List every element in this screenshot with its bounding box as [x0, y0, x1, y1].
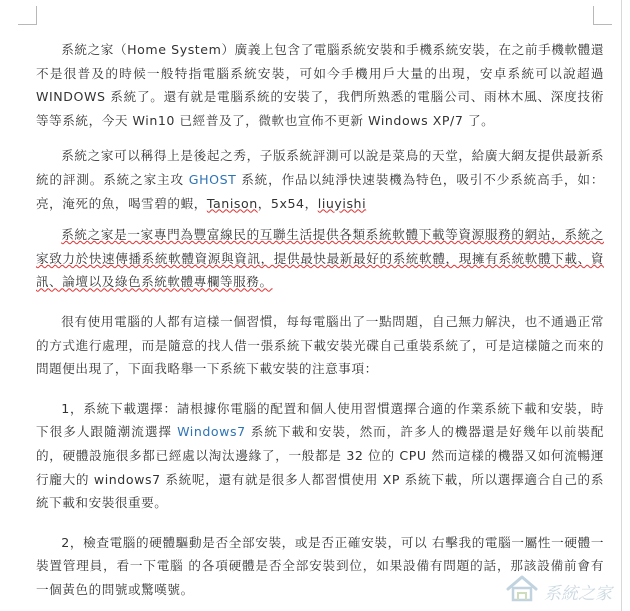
paragraph-2-text-a: 系統之家可以稱得上是後起之秀，子版系統評測可以說是菜鳥的天堂，給廣大網友提供最新系統的評測。系統之家主攻: [36, 148, 604, 187]
paragraph-2-text-b: 系統，作品以純淨快速裝機為特色，吸引不少系統高手，如：亮，淹死的魚，喝雪碧的蝦，: [36, 171, 604, 211]
paragraph-1: [36, 38, 604, 132]
watermark-text: 系統之家: [544, 584, 612, 604]
site-watermark: [504, 573, 624, 607]
paragraph-5: [36, 397, 604, 515]
paragraph-3: [36, 223, 604, 294]
paragraph-6-text: 2，檢查電腦的硬體驅動是否全部安裝，或是否正確安裝，可以 右擊我的電腦一屬性一硬體一裝置管理員，看一下電腦 的各項硬體是否全部安裝到位，如果設備有問題的話，那該設備前會有一個黃色的問號或驚嘆號。: [36, 534, 604, 597]
paragraph-4-text: 很有使用電腦的人都有這樣一個習慣，每每電腦出了一點問題，自己無力解決，也不通過正常的方式進行處理，而是隨意的找人借一張系統下載安裝光碟自己重裝系統了，可是這樣隨之而來的問題便出現了，下面我略舉一下系統下載安裝的注意事項：: [36, 313, 604, 377]
paragraph-2-text-c: ，5x54，: [257, 195, 318, 211]
paragraph-5-text-a: 1，系統下載選擇：請根據你電腦的配置和個人使用習慣選擇合適的作業系統下載和安裝，時下很多人跟隨潮流選擇: [36, 400, 604, 440]
spellcheck-word-tanison[interactable]: Tanison: [206, 195, 258, 211]
crop-mark-top-right: [593, 6, 612, 25]
ghost-link[interactable]: GHOST: [188, 171, 237, 187]
paragraph-2: [36, 144, 604, 215]
spellcheck-word-liuyishi[interactable]: liuyishi: [317, 195, 367, 211]
paragraph-4: [36, 310, 604, 381]
page-edge-line: [621, 0, 622, 611]
paragraph-3-text: 系統之家是一家專門為豐富線民的互聯生活提供各類系統軟體下載等資源服務的網站，系統之家致力於快速傳播系統軟體資源與資訊，提供最快最新最好的系統軟體，現擁有系統軟體下載、資訊、論壇以及綠色系統軟體專欄等服務。: [36, 227, 604, 290]
house-logo-icon: [504, 573, 540, 603]
paragraph-1-text: 系統之家（Home System）廣義上包含了電腦系統安裝和手機系統安裝，在之前手機軟體還不是很普及的時候一般特指電腦系統安裝，可如今手機用戶大量的出現，安卓系統可以說超過 WINDOWS 系統了。還有就是電腦系統的安裝了，我們所熟悉的電腦公司、雨林木風、深度技術等等系統，今天 Win10 已經普及了，微軟也宣佈不更新 Windows XP/7 了。: [36, 42, 604, 128]
crop-mark-top-left: [18, 6, 37, 25]
paragraph-5-text-b: 系統下載和安裝，然而，許多人的機器還是好幾年以前裝配的，硬體設施很多都已經處以淘汰邊緣了，一般都是 32 位的 CPU 然而這樣的機器又如何流暢運行龐大的 windows7 系統呢，還有就是很多人都習慣使用 XP 系統下載，所以選擇適合自己的系統下載和安裝很重要。: [36, 424, 604, 511]
windows7-link[interactable]: Windows7: [177, 424, 246, 440]
document-body: [36, 38, 604, 601]
